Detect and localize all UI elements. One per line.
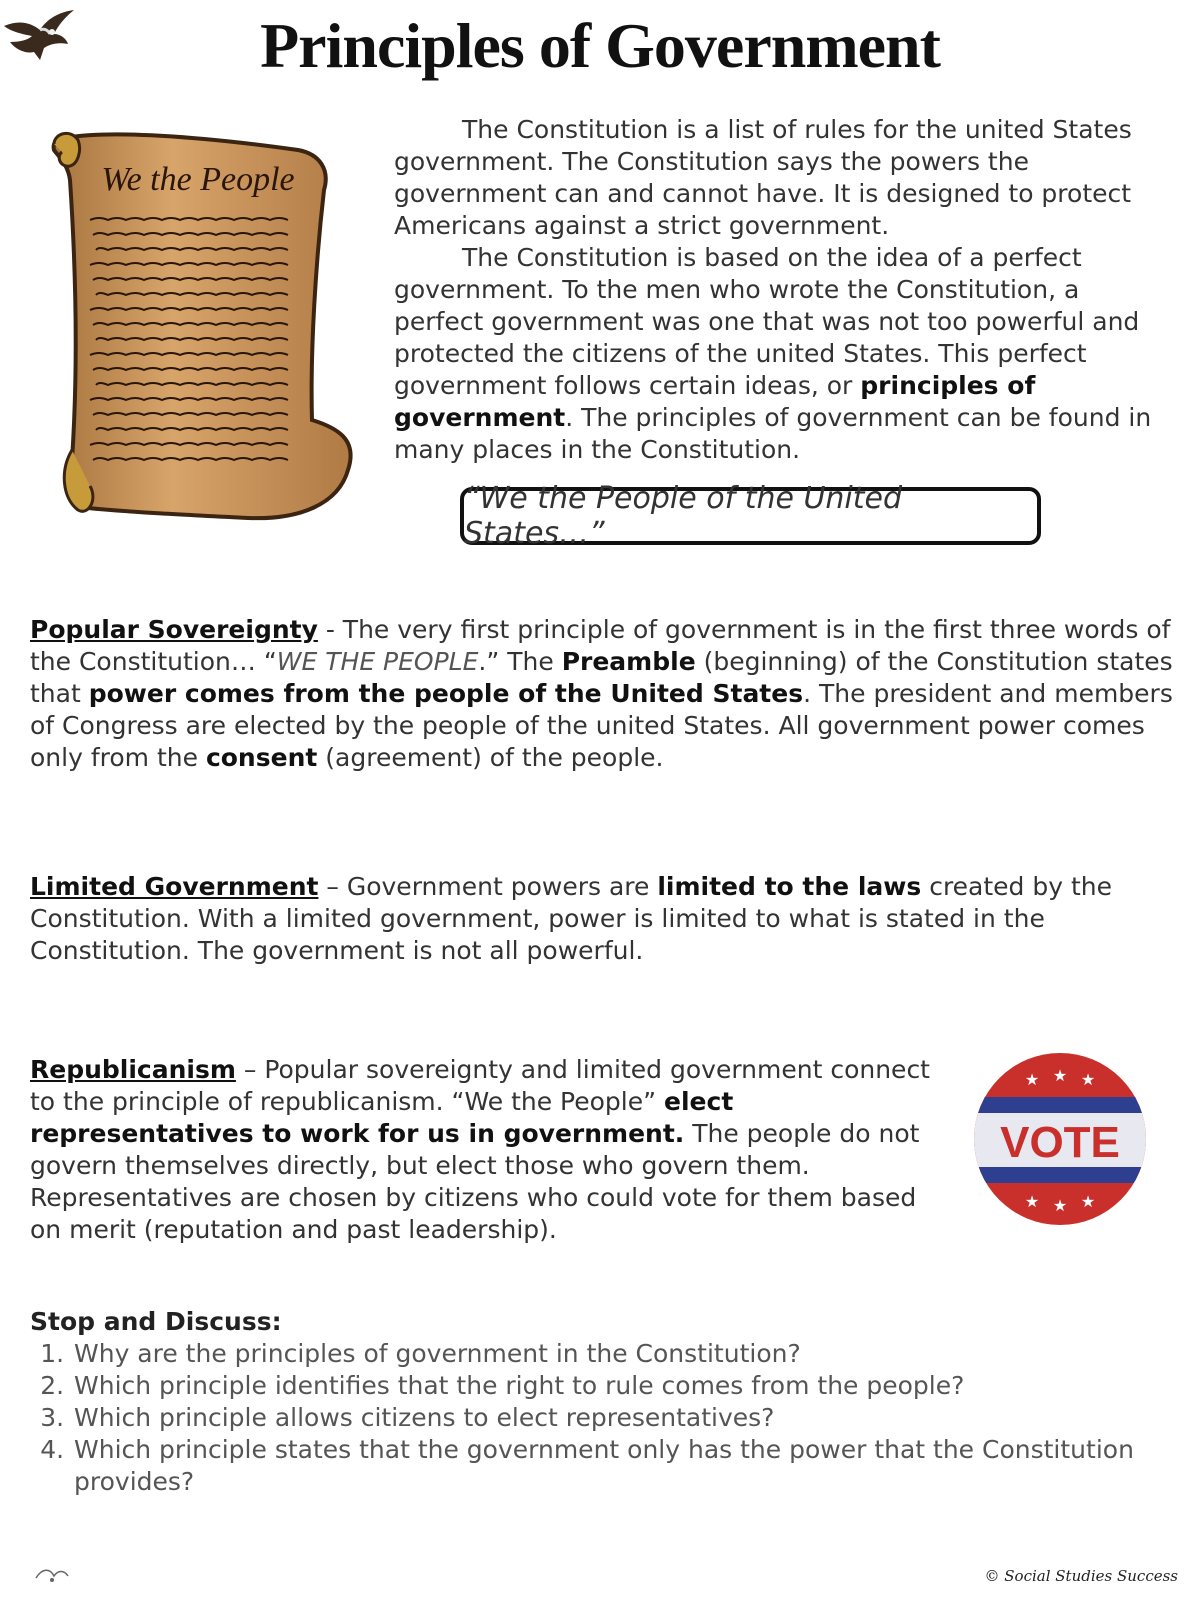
svg-text:★: ★ [1052,1196,1068,1215]
scroll-heading: We the People [101,161,295,198]
text: - The very first principle of government is in the first three words of the Constitution… “ [30,615,1171,676]
discussion-questions [30,1338,1170,1498]
footer-logo-icon [32,1562,72,1586]
svg-text:★: ★ [1080,1070,1096,1089]
keyword-elect-representatives: elect representatives to work for us in government. [30,1087,734,1148]
vote-badge-icon [970,1049,1150,1229]
intro-p2-keyword: principles of government [394,371,1036,432]
term-republicanism: Republicanism [30,1055,236,1084]
quoted-words: WE THE PEOPLE [276,647,479,676]
section-limited-government [30,871,1190,967]
intro-p2-tail: . The principles of government can be found in many places in the Constitution. [394,403,1152,464]
intro-text [394,114,1174,466]
text: – Popular sovereignty and limited government connect to the principle of republicanism. “We the People” [30,1055,930,1116]
keyword-limited-to-laws: limited to the laws [657,872,922,901]
page-title: Principles of Government [260,10,940,81]
text: . The president and members of Congress are elected by the people of the united States. All government power comes only from the [30,679,1173,772]
section-popular-sovereignty [30,614,1190,774]
text: (agreement) of the people. [317,743,664,772]
svg-text:★: ★ [1024,1070,1040,1089]
text: (beginning) of the Constitution states that [30,647,1173,708]
term-popular-sovereignty: Popular Sovereignty [30,615,318,644]
intro-paragraph-1: The Constitution is a list of rules for the united States government. The Constitution says the powers the government can and cannot have. It is designed to protect Americans against a strict government. [394,115,1132,240]
keyword-consent: consent [205,743,318,772]
text: – Government powers are [318,872,658,901]
preamble-quote-box: “We the People of the United States…” [460,487,1041,545]
discuss-heading: Stop and Discuss: [30,1307,282,1336]
keyword-preamble: Preamble [561,647,696,676]
term-limited-government: Limited Government [30,872,319,901]
stop-and-discuss [30,1306,1170,1498]
text: The people do not govern themselves directly, but elect those who govern them. Representatives are chosen by citizens who could vote for them based on merit (reputation and past leadership). [30,1119,920,1244]
keyword-power-from-people: power comes from the people of the United States [88,679,804,708]
question-3: 3. Which principle allows citizens to elect representatives? [72,1402,1170,1434]
svg-text:★: ★ [1052,1066,1068,1085]
constitution-scroll-image [48,120,378,535]
text: created by the Constitution. With a limited government, power is limited to what is stated in the Constitution. The government is not all powerful. [30,872,1113,965]
question-4: 4. Which principle states that the government only has the power that the Constitution provides? [72,1434,1170,1498]
svg-text:★: ★ [1080,1192,1096,1211]
svg-text:★: ★ [1024,1192,1040,1211]
vote-label: VOTE [1000,1118,1120,1167]
question-1: 1. Why are the principles of government in the Constitution? [72,1338,1170,1370]
text: .” The [478,647,562,676]
copyright-credit: © Social Studies Success [984,1567,1178,1585]
intro-paragraph-2 [394,242,1174,466]
question-2: 2. Which principle identifies that the right to rule comes from the people? [72,1370,1170,1402]
intro-p2-text: The Constitution is based on the idea of a perfect government. To the men who wrote the Constitution, a perfect government was one that was not too powerful and protected the citizens of the united States. This perfect government follows certain ideas, or [394,243,1140,400]
section-republicanism [30,1054,940,1246]
